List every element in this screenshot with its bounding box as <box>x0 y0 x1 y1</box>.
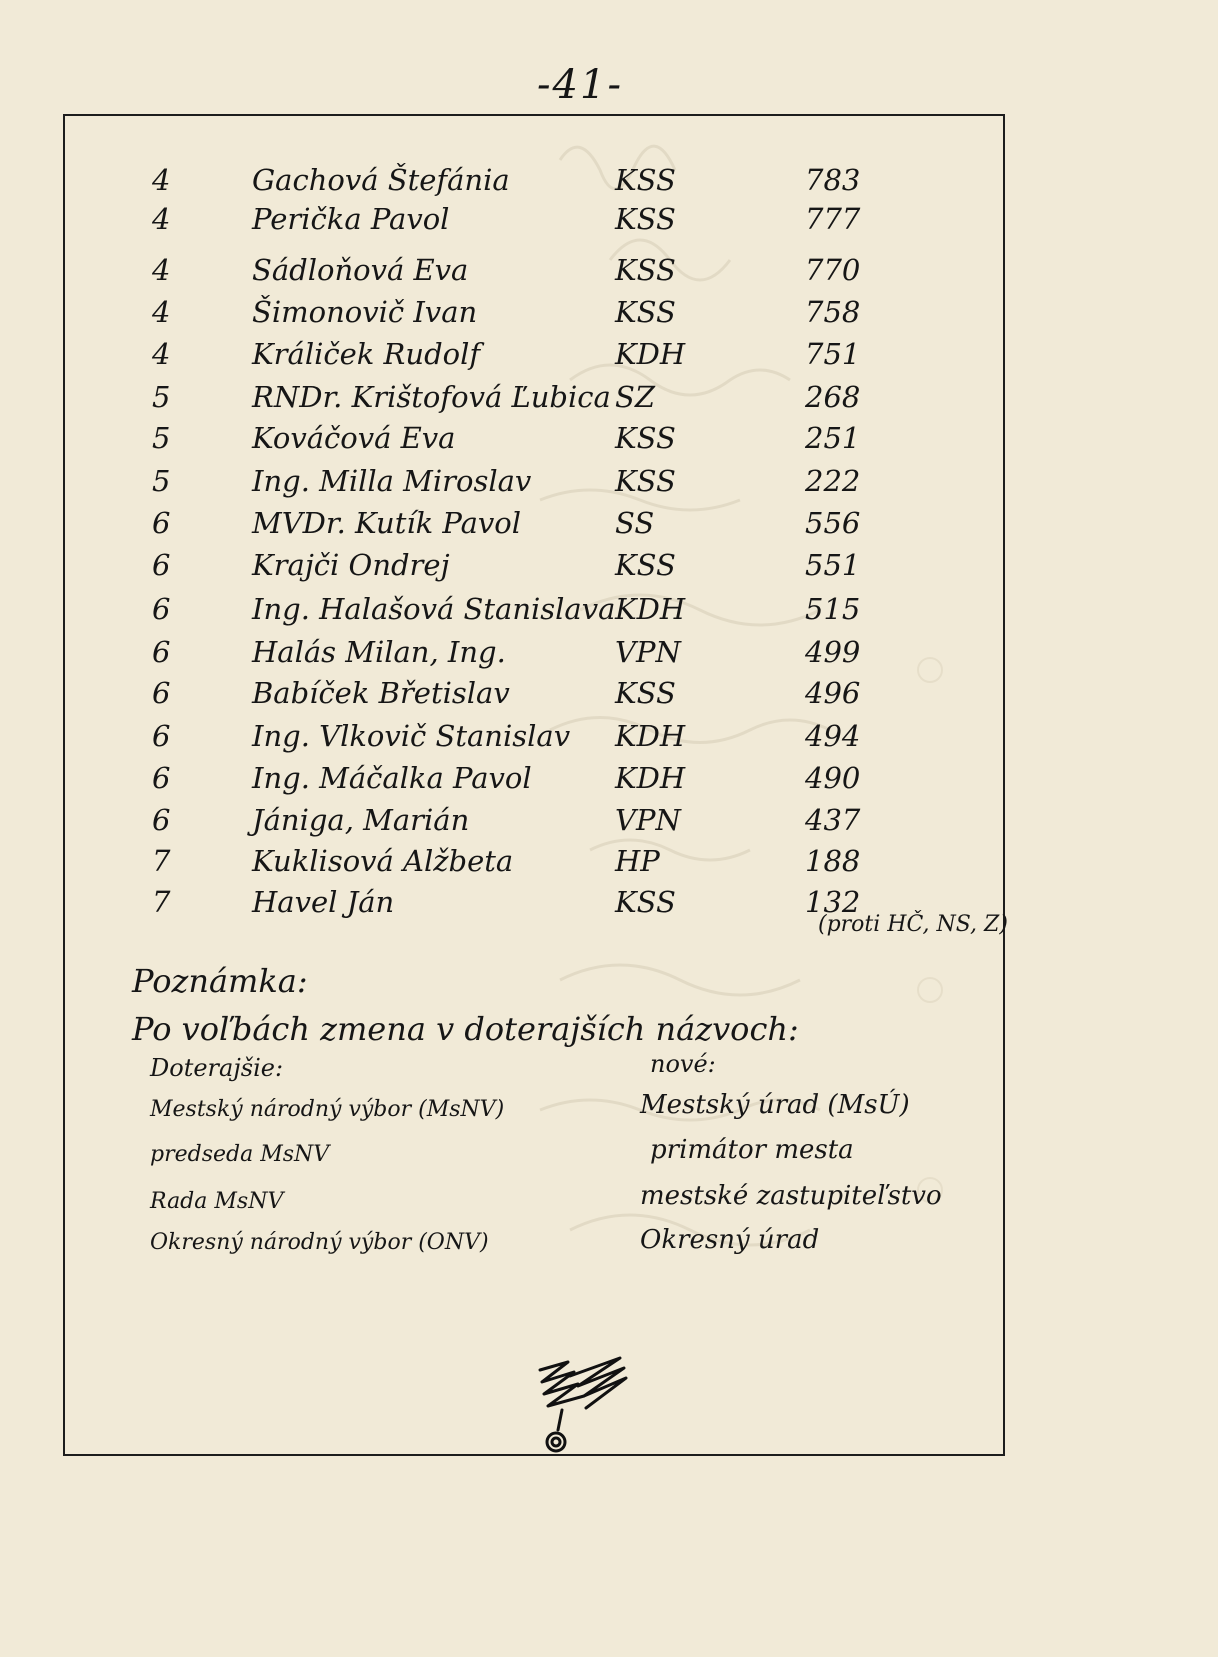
district-number: 4 <box>152 202 171 236</box>
table-row <box>0 632 1218 672</box>
candidate-name: Gachová Štefánia <box>252 163 510 197</box>
votes: 188 <box>805 844 861 878</box>
votes: 551 <box>805 548 861 582</box>
new-term: Okresný úrad <box>640 1225 820 1255</box>
votes: 494 <box>805 719 861 753</box>
candidate-name: Sádloňová Eva <box>252 253 469 287</box>
party: KDH <box>615 337 686 371</box>
district-number: 7 <box>152 885 171 919</box>
district-number: 5 <box>152 421 171 455</box>
candidate-name: Ing. Milla Miroslav <box>252 464 532 498</box>
table-row <box>0 882 1218 922</box>
page-number: -41- <box>537 62 623 108</box>
note-title: Poznámka: <box>132 962 308 1000</box>
votes: 770 <box>805 253 861 287</box>
party: KSS <box>615 253 676 287</box>
old-term: predseda MsNV <box>150 1142 330 1167</box>
district-number: 6 <box>152 676 171 710</box>
party: KSS <box>615 202 676 236</box>
signature <box>528 1350 638 1464</box>
table-row <box>0 250 1218 290</box>
candidate-name: Kováčová Eva <box>252 421 456 455</box>
new-term: Mestský úrad (MsÚ) <box>640 1090 910 1120</box>
district-number: 6 <box>152 719 171 753</box>
party: KSS <box>615 885 676 919</box>
party: KSS <box>615 421 676 455</box>
table-row <box>0 716 1218 756</box>
party: KSS <box>615 163 676 197</box>
district-number: 5 <box>152 380 171 414</box>
note-subtitle: Po voľbách zmena v doterajších názvoch: <box>132 1010 799 1048</box>
party: VPN <box>615 803 681 837</box>
votes: 268 <box>805 380 861 414</box>
district-number: 6 <box>152 635 171 669</box>
candidate-name: Šimonovič Ivan <box>252 295 478 329</box>
new-term: primátor mesta <box>650 1135 854 1165</box>
district-number: 6 <box>152 803 171 837</box>
candidate-name: Jániga, Marián <box>252 803 470 837</box>
party: KSS <box>615 464 676 498</box>
table-row <box>0 800 1218 840</box>
district-number: 7 <box>152 844 171 878</box>
party: KDH <box>615 592 686 626</box>
table-row <box>0 841 1218 881</box>
votes: 758 <box>805 295 861 329</box>
old-term: Okresný národný výbor (ONV) <box>150 1230 489 1255</box>
party: KSS <box>615 295 676 329</box>
district-number: 6 <box>152 548 171 582</box>
new-names-header: nové: <box>650 1050 716 1078</box>
party: KDH <box>615 719 686 753</box>
votes: 499 <box>805 635 861 669</box>
table-row <box>0 377 1218 417</box>
old-names-header: Doterajšie: <box>150 1054 284 1082</box>
district-number: 6 <box>152 506 171 540</box>
table-row <box>0 673 1218 713</box>
old-term: Rada MsNV <box>150 1189 284 1214</box>
party: SS <box>615 506 655 540</box>
votes: 751 <box>805 337 861 371</box>
votes: 783 <box>805 163 861 197</box>
table-row <box>0 292 1218 332</box>
signature-svg <box>528 1350 638 1460</box>
votes: 556 <box>805 506 861 540</box>
table-row <box>0 199 1218 239</box>
candidate-name: Ing. Máčalka Pavol <box>252 761 532 795</box>
old-term: Mestský národný výbor (MsNV) <box>150 1097 505 1122</box>
candidate-name: Králiček Rudolf <box>252 337 481 371</box>
candidate-name: RNDr. Krištofová Ľubica <box>252 380 611 414</box>
candidate-name: Havel Ján <box>252 885 395 919</box>
district-number: 5 <box>152 464 171 498</box>
table-row <box>0 334 1218 374</box>
votes: 496 <box>805 676 861 710</box>
party: KSS <box>615 676 676 710</box>
candidate-name: Ing. Halašová Stanislava <box>252 592 616 626</box>
district-number: 4 <box>152 295 171 329</box>
party: KDH <box>615 761 686 795</box>
party: SZ <box>615 380 656 414</box>
table-row <box>0 545 1218 585</box>
candidate-name: Babíček Břetislav <box>252 676 510 710</box>
party: VPN <box>615 635 681 669</box>
party: KSS <box>615 548 676 582</box>
candidate-name: Ing. Vlkovič Stanislav <box>252 719 571 753</box>
votes: 777 <box>805 202 861 236</box>
district-number: 4 <box>152 337 171 371</box>
votes: 515 <box>805 592 861 626</box>
district-number: 6 <box>152 592 171 626</box>
district-number: 6 <box>152 761 171 795</box>
new-term: mestské zastupiteľstvo <box>640 1181 942 1211</box>
table-row <box>0 758 1218 798</box>
table-row <box>0 589 1218 629</box>
votes: 222 <box>805 464 861 498</box>
district-number: 4 <box>152 163 171 197</box>
votes: 437 <box>805 803 861 837</box>
table-row <box>0 418 1218 458</box>
votes-footnote: (proti HČ, NS, Z) <box>818 912 1008 937</box>
candidate-name: Krajči Ondrej <box>252 548 450 582</box>
party: HP <box>615 844 660 878</box>
candidate-name: Halás Milan, Ing. <box>252 635 506 669</box>
candidate-name: MVDr. Kutík Pavol <box>252 506 522 540</box>
votes: 251 <box>805 421 861 455</box>
table-row <box>0 503 1218 543</box>
candidate-name: Perička Pavol <box>252 202 450 236</box>
votes: 490 <box>805 761 861 795</box>
candidate-name: Kuklisová Alžbeta <box>252 844 514 878</box>
votes: 132 <box>805 885 861 919</box>
district-number: 4 <box>152 253 171 287</box>
table-row <box>0 160 1218 200</box>
table-row <box>0 461 1218 501</box>
